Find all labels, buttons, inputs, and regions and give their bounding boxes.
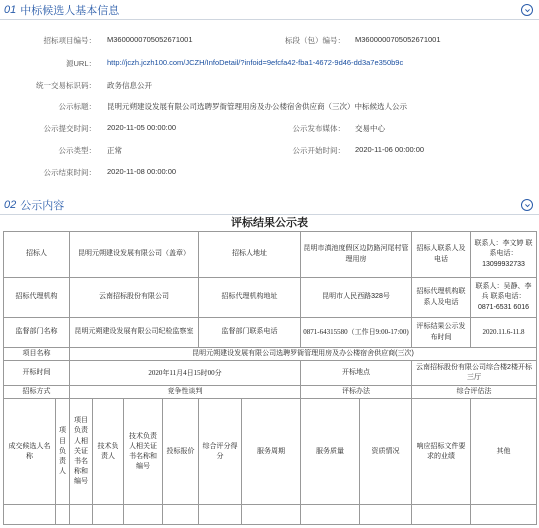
section-title: 中标候选人基本信息 — [20, 4, 120, 17]
header-service-quality: 服务质量 — [301, 399, 360, 505]
agent-address-value: 昆明市人民西路328号 — [301, 278, 412, 318]
media-label: 公示发布媒体： — [292, 124, 345, 133]
header-project-lead-cert: 项目负责人相关证书名称和编号 — [70, 399, 93, 505]
header-tech-lead: 技术负责人 — [93, 399, 124, 505]
end-time-label: 公示结束时间： — [43, 168, 96, 177]
end-time-value: 2020-11-08 00:00:00 — [107, 167, 177, 176]
header-bid-price: 投标报价 — [163, 399, 199, 505]
collapse-chevron-icon[interactable] — [521, 199, 533, 211]
supervisor-tel-label: 监督部门联系电话 — [199, 318, 301, 348]
publish-period-value: 2020.11.6-11.8 — [471, 318, 537, 348]
bulletin-title-label: 公示标题： — [58, 102, 96, 111]
section-number: 01 — [4, 3, 17, 16]
section-title: 公示内容 — [20, 199, 65, 212]
source-url-link[interactable]: http://jczh.jczh100.com/JCZH/InfoDetail/?infoid=9efcfa42-fba1-4672-9d46-dd3a7e350b9c — [107, 58, 404, 67]
project-name-label: 项目名称 — [4, 348, 70, 361]
supervisor-label: 监督部门名称 — [4, 318, 70, 348]
section-number: 02 — [4, 198, 17, 211]
submit-time-value: 2020-11-05 00:00:00 — [107, 123, 177, 132]
lot-no-label: 标段（包）编号： — [285, 36, 345, 45]
start-time-value: 2020-11-06 00:00:00 — [355, 145, 425, 154]
start-time-label: 公示开始时间： — [292, 146, 345, 155]
section-basic-info-header — [0, 0, 539, 20]
table-row — [4, 505, 537, 525]
header-project-lead: 项目负责人 — [56, 399, 70, 505]
header-service-period: 服务周期 — [242, 399, 301, 505]
evaluation-result-table — [3, 231, 537, 525]
tenderer-contact-value: 联系人：李文婷 联系电话：13099932733 — [471, 232, 537, 278]
tenderer-address-label: 招标人地址 — [199, 232, 301, 278]
report-title: 评标结果公示表 — [231, 217, 308, 229]
header-score: 综合评分得分 — [199, 399, 242, 505]
table-row — [4, 278, 537, 318]
method-value: 竞争性谈判 — [70, 386, 301, 399]
lot-no-value: M3600000705052671001 — [355, 35, 441, 44]
open-place-label: 开标地点 — [301, 361, 412, 386]
table-row — [4, 348, 537, 361]
tenderer-contact-label: 招标人联系人及电话 — [412, 232, 471, 278]
source-url-label: 源URL： — [65, 59, 96, 68]
type-label: 公示类型： — [58, 146, 96, 155]
media-value: 交易中心 — [355, 124, 385, 133]
agent-contact-label: 招标代理机构联系人及电话 — [412, 278, 471, 318]
publish-period-label: 评标结果公示发布时间 — [412, 318, 471, 348]
open-time-value: 2020年11月4日15时00分 — [70, 361, 301, 386]
agent-address-label: 招标代理机构地址 — [199, 278, 301, 318]
tenderer-address-value: 昆明市滇池度假区边防路河尾村管理用房 — [301, 232, 412, 278]
eval-method-value: 综合评估法 — [412, 386, 537, 399]
submit-time-label: 公示提交时间： — [43, 124, 96, 133]
table-row — [4, 232, 537, 278]
open-place-value: 云南招标股份有限公司综合楼2楼开标三厅 — [412, 361, 537, 386]
agent-contact-value: 联系人：吴静、李兵 联系电话：0871-6531 6016 — [471, 278, 537, 318]
header-performance: 响应招标文件要求的业绩 — [412, 399, 471, 505]
platform-id-label: 统一交易标识码： — [36, 81, 96, 90]
section-content-header — [0, 195, 539, 215]
tenderer-label: 招标人 — [4, 232, 70, 278]
basic-info-panel — [0, 21, 539, 188]
supervisor-value: 昆明元朔建设发展有限公司纪检监察室 — [70, 318, 199, 348]
bulletin-title-value: 昆明元朔建设发展有限公司选聘罗衙管理用房及办公楼宿舍供应商（三次）中标候选人公示 — [107, 102, 407, 111]
table-row — [4, 386, 537, 399]
table-header-row — [4, 399, 537, 505]
supervisor-tel-value: 0871-64315580（工作日9:00-17:00) — [301, 318, 412, 348]
tenderer-value: 昆明元朔建设发展有限公司（盖章） — [70, 232, 199, 278]
table-row — [4, 361, 537, 386]
header-other: 其他 — [471, 399, 537, 505]
collapse-chevron-icon[interactable] — [521, 4, 533, 16]
method-label: 招标方式 — [4, 386, 70, 399]
agent-label: 招标代理机构 — [4, 278, 70, 318]
header-qualification: 资质情况 — [360, 399, 412, 505]
table-row — [4, 318, 537, 348]
platform-id-value: 政务信息公开 — [107, 81, 152, 90]
header-candidate-name: 成交候选人名称 — [4, 399, 56, 505]
project-no-label: 招标项目编号： — [43, 36, 96, 45]
agent-value: 云南招标股份有限公司 — [70, 278, 199, 318]
eval-method-label: 评标办法 — [301, 386, 412, 399]
type-value: 正常 — [107, 146, 122, 155]
section-content — [0, 195, 539, 525]
open-time-label: 开标时间 — [4, 361, 70, 386]
project-no-value: M3600000705052671001 — [107, 35, 193, 44]
header-tech-lead-cert: 技术负责人相关证书名称和编号 — [124, 399, 163, 505]
project-name-value: 昆明元朔建设发展有限公司选聘罗衙管理用房及办公楼宿舍供应商(三次) — [70, 348, 537, 361]
